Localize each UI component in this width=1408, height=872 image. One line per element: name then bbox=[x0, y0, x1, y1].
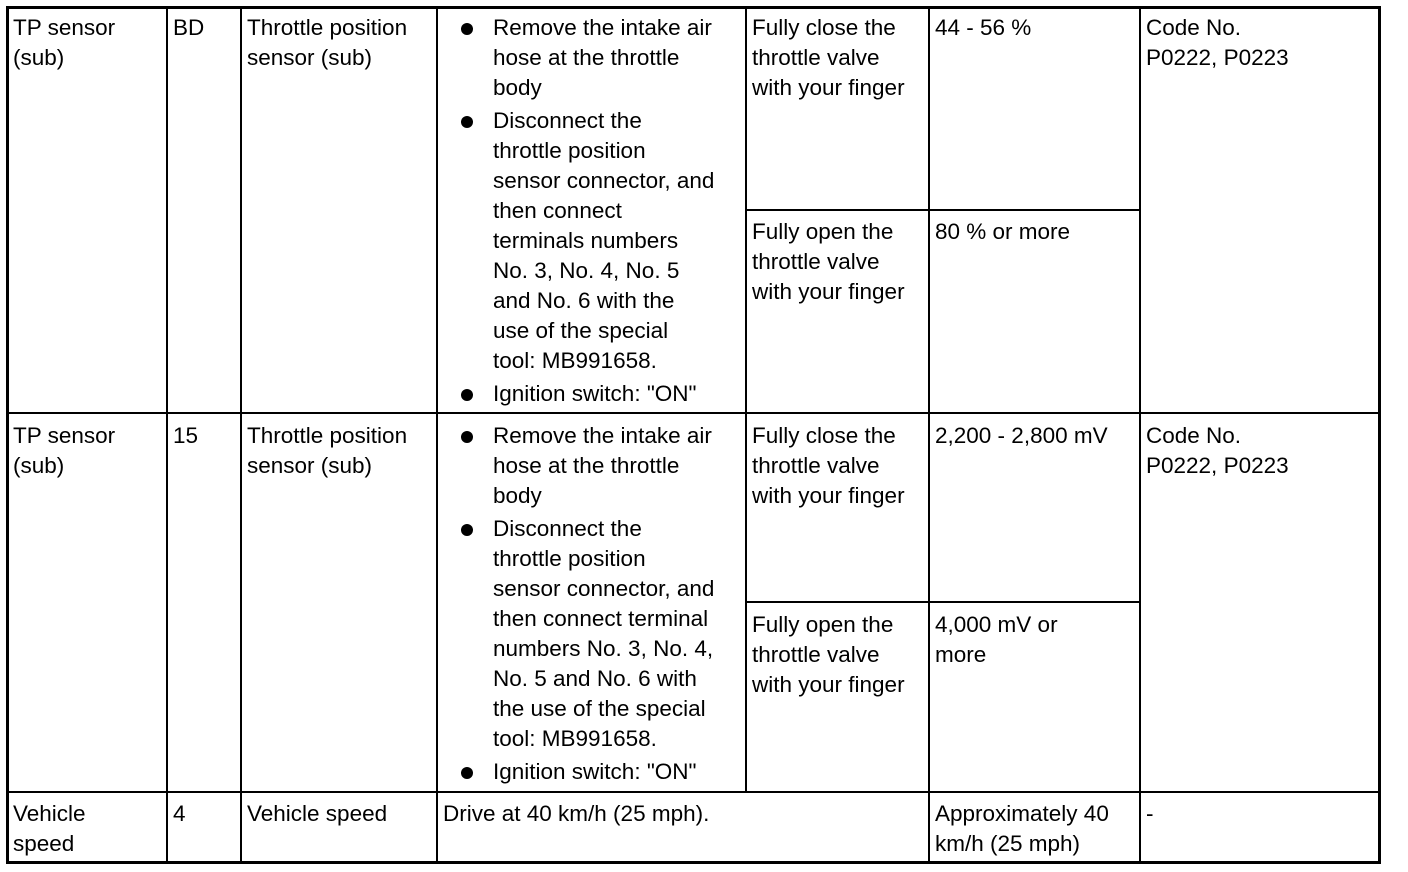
check-item-cell bbox=[247, 13, 407, 73]
check-item-text: sensor (sub) bbox=[247, 45, 373, 70]
condition-text: numbers No. 3, No. 4, bbox=[493, 636, 714, 661]
bullet-icon bbox=[461, 23, 473, 35]
condition-text: throttle position bbox=[493, 546, 646, 571]
column-divider bbox=[240, 8, 242, 863]
normal-condition-cell bbox=[935, 799, 1109, 859]
condition-text: Remove the intake air bbox=[493, 15, 712, 40]
condition-text: hose at the throttle bbox=[493, 453, 680, 478]
normal-condition-cell bbox=[935, 13, 1031, 43]
condition-bullet bbox=[493, 379, 697, 409]
sub-condition-cell bbox=[752, 217, 905, 307]
terminal-text: 15 bbox=[173, 423, 199, 448]
item-cell bbox=[13, 421, 115, 481]
normal-condition-cell bbox=[935, 217, 1070, 247]
condition-cell bbox=[443, 799, 709, 829]
reference-text: P0222, P0223 bbox=[1146, 453, 1289, 478]
condition-text: hose at the throttle bbox=[493, 45, 680, 70]
sub-condition-text: with your finger bbox=[752, 672, 905, 697]
item-text: speed bbox=[13, 831, 75, 856]
normal-condition-text: 2,200 - 2,800 mV bbox=[935, 423, 1108, 448]
column-divider bbox=[166, 8, 168, 863]
check-item-cell bbox=[247, 799, 387, 829]
condition-bullet bbox=[493, 13, 712, 103]
condition-text: terminals numbers bbox=[493, 228, 679, 253]
normal-condition-text: Approximately 40 bbox=[935, 801, 1109, 826]
item-text: Vehicle bbox=[13, 801, 86, 826]
condition-text: sensor connector, and bbox=[493, 576, 715, 601]
normal-condition-text: more bbox=[935, 642, 987, 667]
check-item-cell bbox=[247, 421, 407, 481]
column-divider bbox=[436, 8, 438, 863]
condition-text: tool: MB991658. bbox=[493, 348, 657, 373]
column-divider bbox=[928, 8, 930, 863]
condition-text: Ignition switch: "ON" bbox=[493, 381, 697, 406]
check-item-text: sensor (sub) bbox=[247, 453, 373, 478]
sub-condition-cell bbox=[752, 13, 905, 103]
reference-text: Code No. bbox=[1146, 423, 1242, 448]
reference-cell bbox=[1146, 421, 1289, 481]
condition-text: Ignition switch: "ON" bbox=[493, 759, 697, 784]
reference-cell bbox=[1146, 13, 1289, 73]
normal-condition-cell bbox=[935, 610, 1058, 670]
terminal-cell bbox=[173, 799, 186, 829]
bullet-icon bbox=[461, 116, 473, 128]
sub-condition-text: throttle valve bbox=[752, 45, 880, 70]
sub-row-divider bbox=[745, 601, 1141, 603]
reference-cell bbox=[1146, 799, 1154, 829]
sub-condition-cell bbox=[752, 610, 905, 700]
condition-bullet bbox=[493, 757, 697, 787]
sub-condition-text: with your finger bbox=[752, 75, 905, 100]
condition-text: then connect terminal bbox=[493, 606, 709, 631]
item-text: (sub) bbox=[13, 45, 65, 70]
condition-text: tool: MB991658. bbox=[493, 726, 657, 751]
condition-text: Drive at 40 km/h (25 mph). bbox=[443, 801, 710, 826]
sub-condition-text: throttle valve bbox=[752, 249, 880, 274]
reference-text: Code No. bbox=[1146, 15, 1242, 40]
sub-condition-text: throttle valve bbox=[752, 642, 880, 667]
check-item-text: Throttle position bbox=[247, 15, 408, 40]
item-text: TP sensor bbox=[13, 423, 116, 448]
terminal-cell bbox=[173, 421, 198, 451]
row-divider bbox=[8, 412, 1380, 414]
normal-condition-text: 4,000 mV or bbox=[935, 612, 1058, 637]
condition-text: throttle position bbox=[493, 138, 646, 163]
reference-text: - bbox=[1146, 801, 1154, 826]
bullet-icon bbox=[461, 767, 473, 779]
normal-condition-text: km/h (25 mph) bbox=[935, 831, 1081, 856]
condition-text: Disconnect the bbox=[493, 516, 642, 541]
sub-condition-text: throttle valve bbox=[752, 453, 880, 478]
sub-condition-text: with your finger bbox=[752, 279, 905, 304]
sub-condition-text: Fully close the bbox=[752, 423, 896, 448]
condition-text: body bbox=[493, 483, 542, 508]
bullet-icon bbox=[461, 524, 473, 536]
item-cell bbox=[13, 13, 115, 73]
bullet-icon bbox=[461, 389, 473, 401]
condition-text: the use of the special bbox=[493, 696, 706, 721]
condition-text: body bbox=[493, 75, 542, 100]
column-divider bbox=[1139, 8, 1141, 863]
item-cell bbox=[13, 799, 86, 859]
sub-condition-text: Fully open the bbox=[752, 219, 894, 244]
terminal-cell bbox=[173, 13, 204, 43]
condition-bullet bbox=[493, 421, 712, 511]
normal-condition-text: 80 % or more bbox=[935, 219, 1071, 244]
condition-text: then connect bbox=[493, 198, 622, 223]
check-item-text: Throttle position bbox=[247, 423, 408, 448]
condition-text: and No. 6 with the bbox=[493, 288, 675, 313]
row-divider bbox=[8, 791, 1380, 793]
terminal-text: BD bbox=[173, 15, 205, 40]
check-item-text: Vehicle speed bbox=[247, 801, 388, 826]
column-divider bbox=[745, 8, 747, 792]
item-text: (sub) bbox=[13, 453, 65, 478]
normal-condition-text: 44 - 56 % bbox=[935, 15, 1032, 40]
reference-text: P0222, P0223 bbox=[1146, 45, 1289, 70]
condition-text: No. 3, No. 4, No. 5 bbox=[493, 258, 680, 283]
condition-text: Remove the intake air bbox=[493, 423, 712, 448]
terminal-text: 4 bbox=[173, 801, 186, 826]
item-text: TP sensor bbox=[13, 15, 116, 40]
condition-bullet bbox=[493, 514, 714, 754]
sub-condition-text: Fully close the bbox=[752, 15, 896, 40]
sub-row-divider bbox=[745, 209, 1141, 211]
condition-text: use of the special bbox=[493, 318, 669, 343]
condition-text: No. 5 and No. 6 with bbox=[493, 666, 697, 691]
condition-text: sensor connector, and bbox=[493, 168, 715, 193]
sub-condition-text: with your finger bbox=[752, 483, 905, 508]
bullet-icon bbox=[461, 431, 473, 443]
normal-condition-cell bbox=[935, 421, 1108, 451]
sub-condition-cell bbox=[752, 421, 905, 511]
condition-bullet bbox=[493, 106, 714, 376]
sub-condition-text: Fully open the bbox=[752, 612, 894, 637]
condition-text: Disconnect the bbox=[493, 108, 642, 133]
